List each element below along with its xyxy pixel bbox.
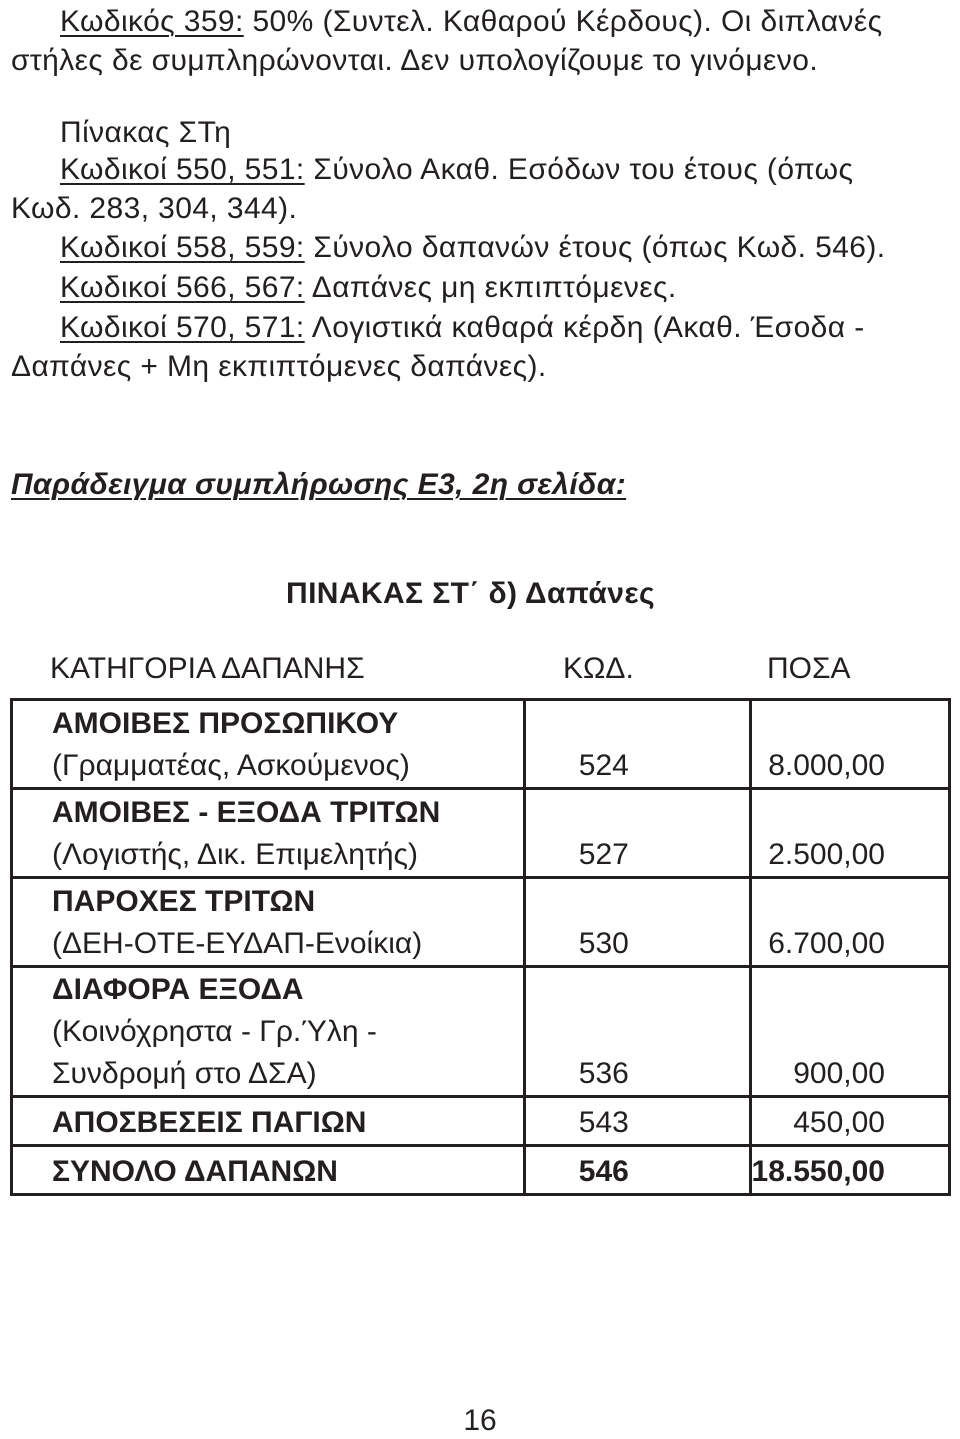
- item-566-567-text: Δαπάνες μη εκπιπτόμενες.: [304, 271, 677, 304]
- category-cell: [12, 1097, 525, 1146]
- page-number: 16: [463, 1404, 497, 1437]
- table-row: [12, 967, 950, 1097]
- amount-cell: 18.550,00: [750, 1146, 949, 1195]
- item-566-567: [60, 270, 677, 306]
- code-359-text: 50% (Συντελ. Καθαρού Κέρδους). Οι διπλανές: [243, 5, 883, 38]
- code-cell: 530: [524, 878, 750, 967]
- expenses-table-title: ΠΙΝΑΚΑΣ ΣΤ΄ δ) Δαπάνες: [286, 577, 655, 610]
- table-row-total: [12, 1146, 950, 1195]
- category-subtitle: (ΔΕΗ-ΟΤΕ-ΕΥΔΑΠ-Ενοίκια): [52, 927, 423, 960]
- example-heading: Παράδειγμα συμπλήρωσης Ε3, 2η σελίδα:: [11, 468, 627, 501]
- table-row: [12, 789, 950, 878]
- item-570-571: [60, 310, 865, 346]
- amount-cell: 6.700,00: [750, 878, 949, 967]
- category-title: ΠΑΡΟΧΕΣ ΤΡΙΤΩΝ: [52, 885, 316, 918]
- amount-cell: 900,00: [750, 967, 949, 1097]
- table-row: [12, 1097, 950, 1146]
- col-header-code: ΚΩΔ.: [563, 652, 634, 685]
- category-cell: [12, 789, 525, 878]
- item-550-551-text: Σύνολο Ακαθ. Εσόδων του έτους (όπως: [304, 153, 854, 186]
- category-cell: [12, 967, 525, 1097]
- category-cell: [12, 700, 525, 789]
- category-cell: [12, 878, 525, 967]
- category-cell: [12, 1146, 525, 1195]
- code-cell: 536: [524, 967, 750, 1097]
- category-subtitle: (Λογιστής, Δικ. Επιμελητής): [52, 838, 418, 871]
- code-359-line-2: στήλες δε συμπληρώνονται. Δεν υπολογίζουμε το γινόμενο.: [11, 44, 819, 77]
- item-558-559: [60, 230, 886, 266]
- amount-cell: 450,00: [750, 1097, 949, 1146]
- code-cell: 527: [524, 789, 750, 878]
- code-359-label: Κωδικός 359:: [60, 5, 244, 38]
- category-subtitle: (Κοινόχρηστα - Γρ.Ύλη -: [52, 1015, 377, 1048]
- table-row: [12, 878, 950, 967]
- item-550-551-label: Κωδικοί 550, 551:: [60, 153, 305, 186]
- amount-cell: 8.000,00: [750, 700, 949, 789]
- category-title: ΑΜΟΙΒΕΣ ΠΡΟΣΩΠΙΚΟΥ: [52, 707, 399, 740]
- code-cell: 543: [524, 1097, 750, 1146]
- table-st-heading: Πίνακας ΣΤη: [60, 116, 232, 149]
- category-title: ΑΜΟΙΒΕΣ - ΕΞΟΔΑ ΤΡΙΤΩΝ: [52, 796, 441, 829]
- category-subtitle: (Γραμματέας, Ασκούμενος): [52, 749, 410, 782]
- category-subtitle-2: Συνδρομή στο ΔΣΑ): [52, 1057, 317, 1090]
- expenses-table: [10, 698, 951, 1196]
- code-cell: 546: [524, 1146, 750, 1195]
- code-cell: 524: [524, 700, 750, 789]
- category-title: ΔΙΑΦΟΡΑ ΕΞΟΔΑ: [52, 973, 304, 1006]
- col-header-category: ΚΑΤΗΓΟΡΙΑ ΔΑΠΑΝΗΣ: [50, 652, 365, 685]
- item-550-551: [60, 152, 853, 188]
- amount-cell: 2.500,00: [750, 789, 949, 878]
- table-row: [12, 700, 950, 789]
- category-title: ΣΥΝΟΛΟ ΔΑΠΑΝΩΝ: [52, 1155, 338, 1188]
- col-header-amount: ΠΟΣΑ: [767, 652, 851, 685]
- category-title: ΑΠΟΣΒΕΣΕΙΣ ΠΑΓΙΩΝ: [52, 1106, 367, 1139]
- item-558-559-text: Σύνολο δαπανών έτους (όπως Κωδ. 546).: [304, 231, 886, 264]
- item-550-551-cont: Κωδ. 283, 304, 344).: [11, 192, 298, 225]
- item-570-571-text: Λογιστικά καθαρά κέρδη (Ακαθ. Έσοδα -: [304, 311, 865, 344]
- item-570-571-cont: Δαπάνες + Μη εκπιπτόμενες δαπάνες).: [11, 350, 547, 383]
- item-558-559-label: Κωδικοί 558, 559:: [60, 231, 305, 264]
- item-570-571-label: Κωδικοί 570, 571:: [60, 311, 305, 344]
- item-566-567-label: Κωδικοί 566, 567:: [60, 271, 305, 304]
- code-359-line: [60, 4, 882, 40]
